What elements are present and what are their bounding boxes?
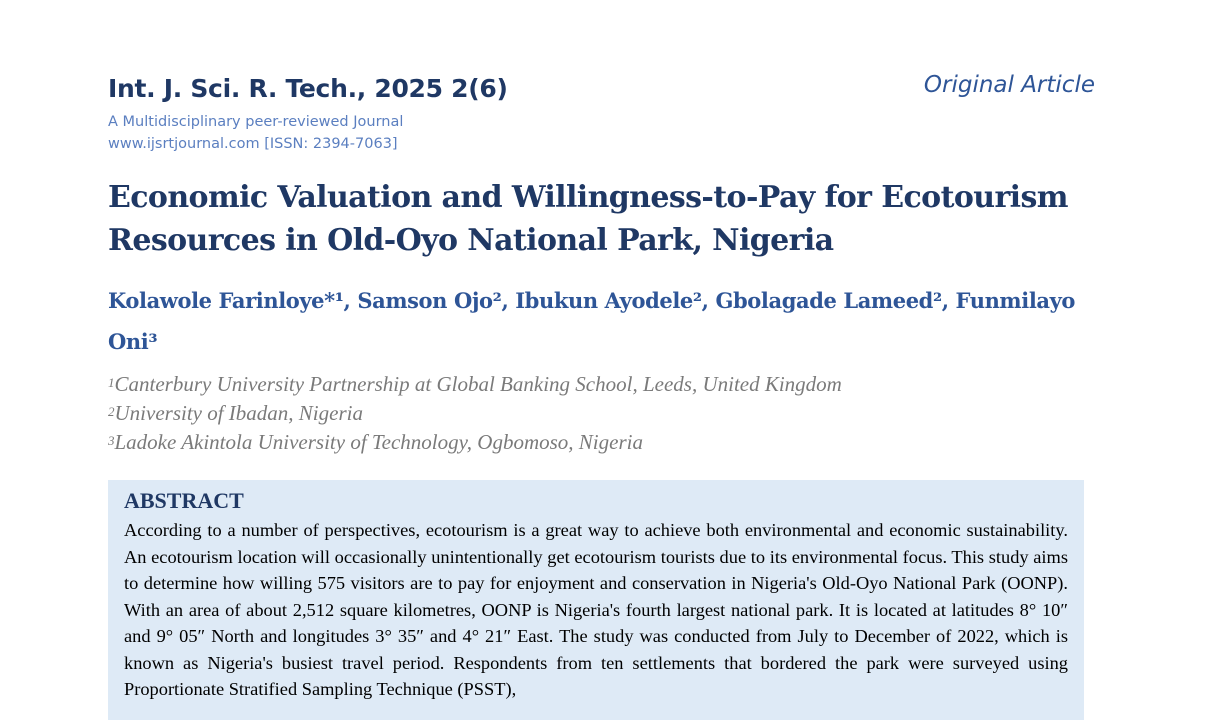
abstract-heading: ABSTRACT [124, 488, 244, 513]
affiliation-text: University of Ibadan, Nigeria [114, 401, 363, 425]
paper-title: Economic Valuation and Willingness-to-Pay for Ecotourism Resources in Old-Oyo National Park, Nigeria [108, 180, 1068, 258]
affiliation-number: 2 [108, 404, 115, 419]
journal-citation: Int. J. Sci. R. Tech., 2025 2(6) [108, 74, 508, 103]
affiliation-text: Canterbury University Partnership at Global Banking School, Leeds, United Kingdom [114, 372, 842, 396]
author-list: Kolawole Farinloye*¹, Samson Ojo², Ibukun Ayodele², Gbolagade Lameed², Funmilayo Oni³ [108, 288, 1076, 354]
abstract-body: According to a number of perspectives, ecotourism is a great way to achieve both environmental and economic sustainability. An ecotourism location will occasionally unintentionally get ecotourism tourists due to its environmental focus. This study aims to determine how willing 575 visitors are to pay for enjoyment and conservation in Nigeria's Old-Oyo National Park (OONP). With an area of about 2,512 square kilometres, OONP is Nigeria's fourth largest national park. It is located at latitudes 8° 10″ and 9° 05″ North and longitudes 3° 35″ and 4° 21″ East. The study was conducted from July to December of 2022, which is known as Nigeria's busiest travel period. Respondents from ten settlements that bordered the park were surveyed using Proportionate Stratified Sampling Technique (PSST), [124, 520, 1068, 699]
affiliation-3 [108, 428, 842, 457]
journal-subtitle: A Multidisciplinary peer-reviewed Journal [108, 114, 404, 130]
affiliation-1 [108, 370, 842, 399]
affiliation-text: Ladoke Akintola University of Technology, Ogbomoso, Nigeria [114, 430, 643, 454]
affiliation-number: 3 [108, 433, 115, 448]
abstract-section [108, 480, 1084, 720]
affiliation-number: 1 [108, 375, 115, 390]
affiliation-2 [108, 399, 842, 428]
article-type-label: Original Article [923, 72, 1095, 98]
affiliations [108, 370, 842, 457]
journal-website[interactable]: www.ijsrtjournal.com [ISSN: 2394-7063] [108, 136, 398, 152]
